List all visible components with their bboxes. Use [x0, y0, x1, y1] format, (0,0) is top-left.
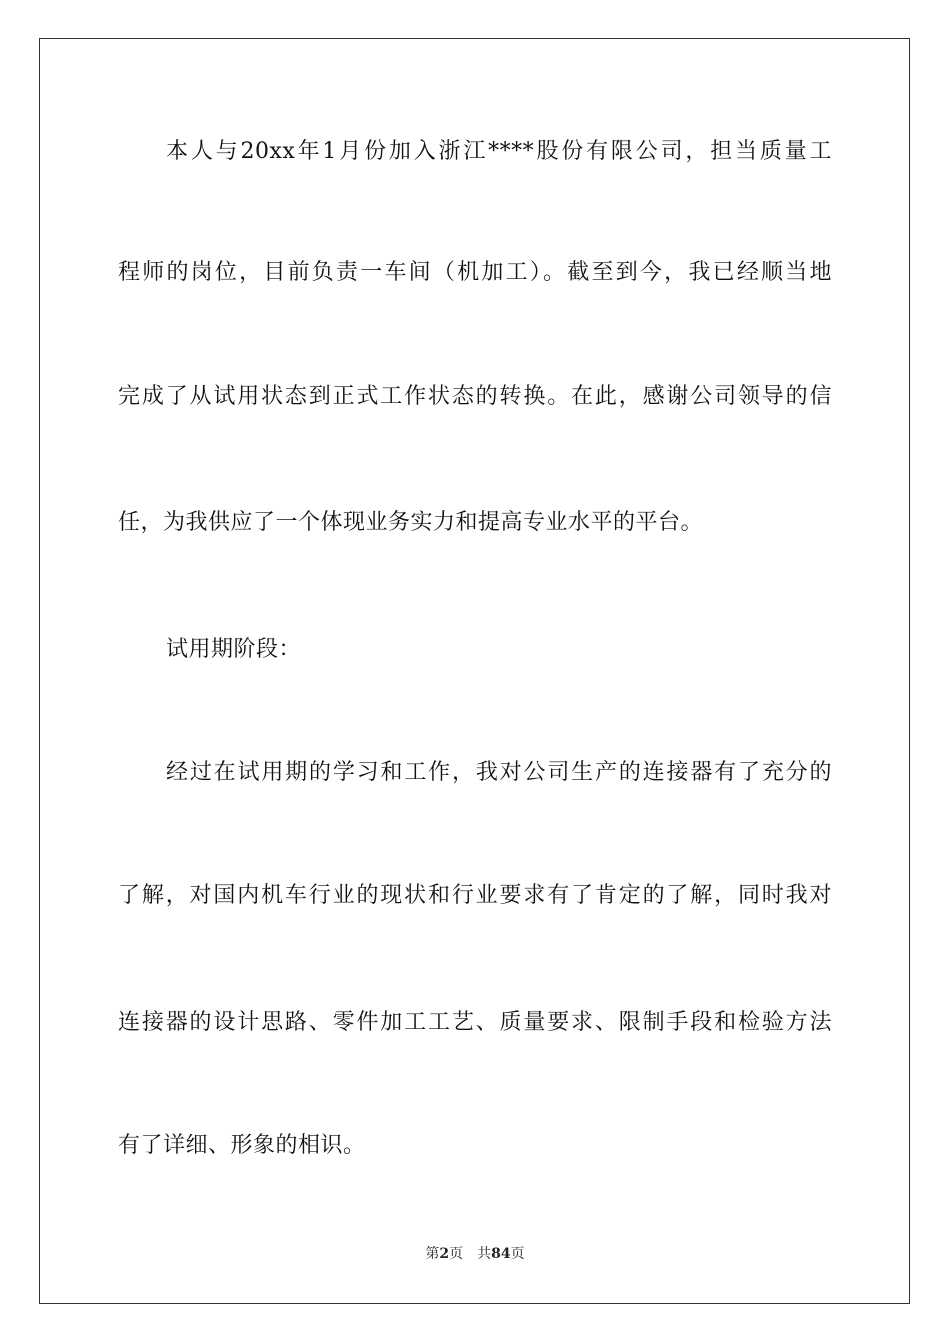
paragraph-1-line-4: 任，为我供应了一个体现业务实力和提高专业水平的平台。 — [118, 510, 704, 535]
total-suffix: 页 — [510, 1246, 525, 1262]
paragraph-1-line-1: 本人与20xx年1月份加入浙江****股份有限公司，担当质量工 — [166, 139, 832, 164]
total-pages: 84 — [491, 1246, 511, 1262]
page-suffix: 页 — [449, 1246, 464, 1262]
paragraph-1-line-3: 完成了从试用状态到正式工作状态的转换。在此，感谢公司领导的信 — [118, 384, 832, 409]
paragraph-2-line-4: 有了详细、形象的相识。 — [118, 1133, 366, 1158]
paragraph-2-line-2: 了解，对国内机车行业的现状和行业要求有了肯定的了解，同时我对 — [118, 883, 832, 908]
page-footer — [0, 1245, 950, 1263]
paragraph-1-line-2: 程师的岗位，目前负责一车间（机加工）。截至到今，我已经顺当地 — [118, 260, 832, 285]
page-number: 2 — [439, 1246, 450, 1262]
page-prefix: 第 — [425, 1246, 440, 1262]
section-heading: 试用期阶段： — [166, 637, 302, 662]
paragraph-2-line-1: 经过在试用期的学习和工作，我对公司生产的连接器有了充分的 — [166, 760, 832, 785]
total-prefix: 共 — [477, 1246, 492, 1262]
page-border — [39, 38, 910, 1304]
paragraph-2-line-3: 连接器的设计思路、零件加工工艺、质量要求、限制手段和检验方法 — [118, 1010, 832, 1035]
